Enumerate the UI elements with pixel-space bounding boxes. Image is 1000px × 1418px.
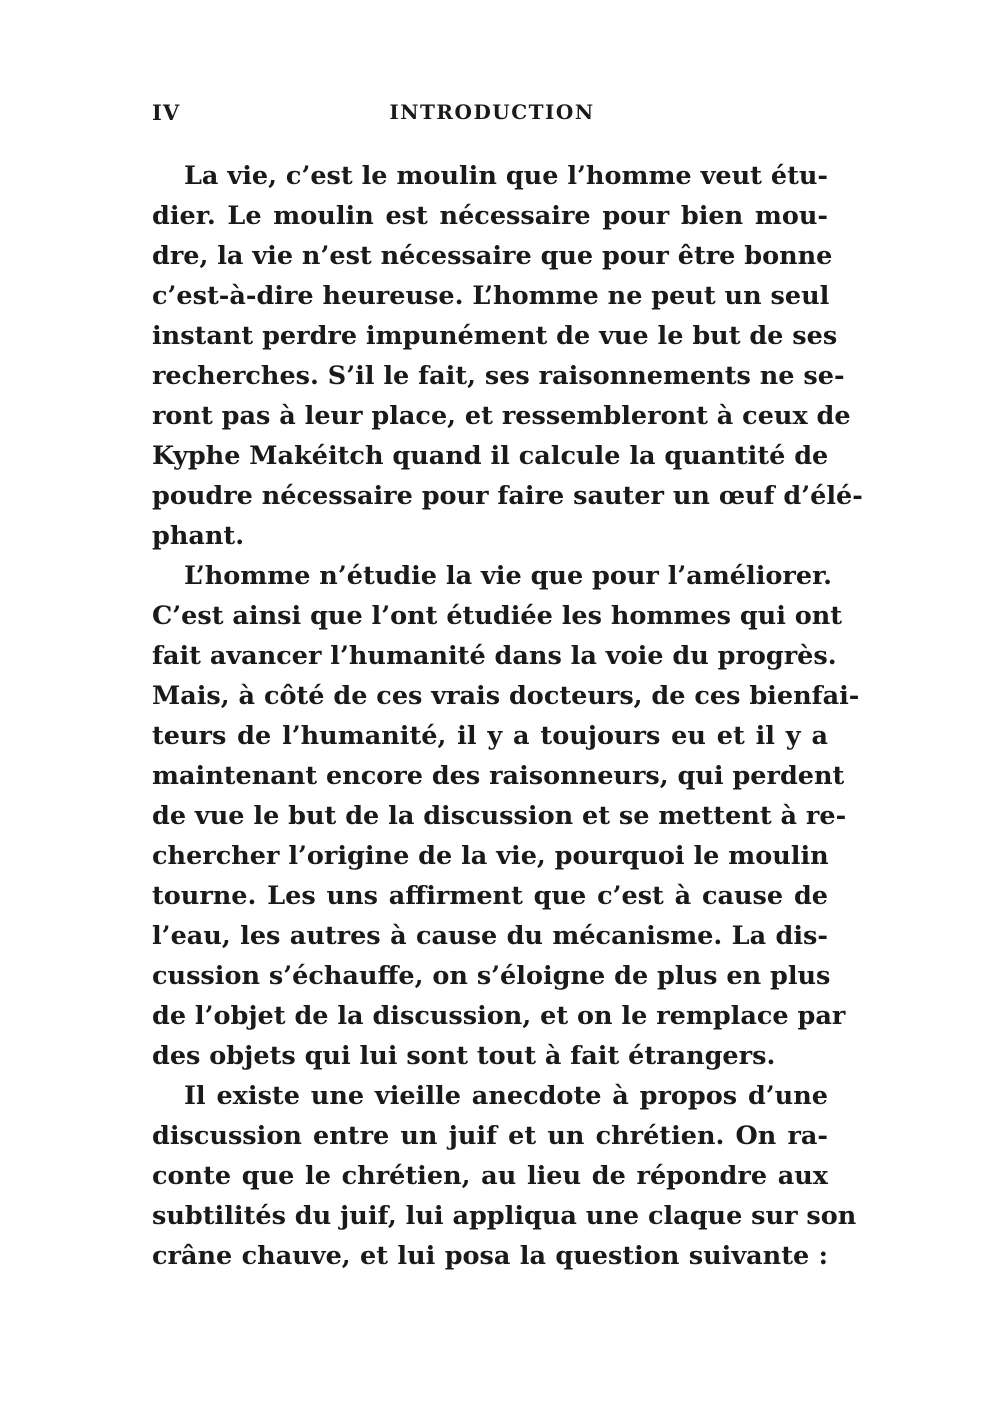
text-line: dre, la vie n’est nécessaire que pour être bonne	[152, 241, 833, 271]
text-line: de l’objet de la discussion, et on le remplace par	[152, 1001, 846, 1031]
text-line: tourne. Les uns affirment que c’est à cause de	[152, 881, 828, 911]
paragraph-1	[152, 156, 863, 556]
text-line: des objets qui lui sont tout à fait étrangers.	[152, 1041, 776, 1071]
text-line: Kyphe Makéitch quand il calcule la quantité de	[152, 441, 829, 471]
text-line: instant perdre impunément de vue le but de ses	[152, 321, 838, 351]
text-line: C’est ainsi que l’ont étudiée les hommes qui ont	[152, 601, 843, 631]
text-line: subtilités du juif, lui appliqua une claque sur son	[152, 1201, 857, 1231]
body-text	[152, 156, 863, 1276]
text-line: La vie, c’est le moulin que l’homme veut étu-	[184, 161, 828, 191]
text-line: maintenant encore des raisonneurs, qui perdent	[152, 761, 845, 791]
text-line: c’est-à-dire heureuse. L’homme ne peut un seul	[152, 281, 830, 311]
paragraph-2	[152, 556, 860, 1076]
running-head	[152, 100, 832, 134]
text-line: fait avancer l’humanité dans la voie du progrès.	[152, 641, 837, 671]
paragraph-3	[152, 1076, 857, 1276]
text-line: L’homme n’étudie la vie que pour l’améliorer.	[184, 561, 833, 591]
page-number: IV	[152, 100, 181, 125]
text-line: poudre nécessaire pour faire sauter un œuf d’élé-	[152, 481, 863, 511]
text-line: l’eau, les autres à cause du mécanisme. La dis-	[152, 921, 828, 951]
text-line: recherches. S’il le fait, ses raisonnements ne se-	[152, 361, 845, 391]
text-line: crâne chauve, et lui posa la question suivante :	[152, 1241, 828, 1271]
text-line: cussion s’échauffe, on s’éloigne de plus en plus	[152, 961, 831, 991]
text-line: chercher l’origine de la vie, pourquoi le moulin	[152, 841, 829, 871]
text-line: conte que le chrétien, au lieu de répondre aux	[152, 1161, 828, 1191]
text-line: ront pas à leur place, et ressembleront à ceux de	[152, 401, 851, 431]
text-line: teurs de l’humanité, il y a toujours eu et il y a	[152, 721, 828, 751]
text-line: Il existe une vieille anecdote à propos d’une	[184, 1081, 828, 1111]
running-title: INTRODUCTION	[389, 100, 595, 124]
text-line: discussion entre un juif et un chrétien. On ra-	[152, 1121, 828, 1151]
text-line: de vue le but de la discussion et se mettent à re-	[152, 801, 847, 831]
text-line: dier. Le moulin est nécessaire pour bien mou-	[152, 201, 828, 231]
text-line: Mais, à côté de ces vrais docteurs, de ces bienfai-	[152, 681, 860, 711]
text-line: phant.	[152, 521, 245, 551]
